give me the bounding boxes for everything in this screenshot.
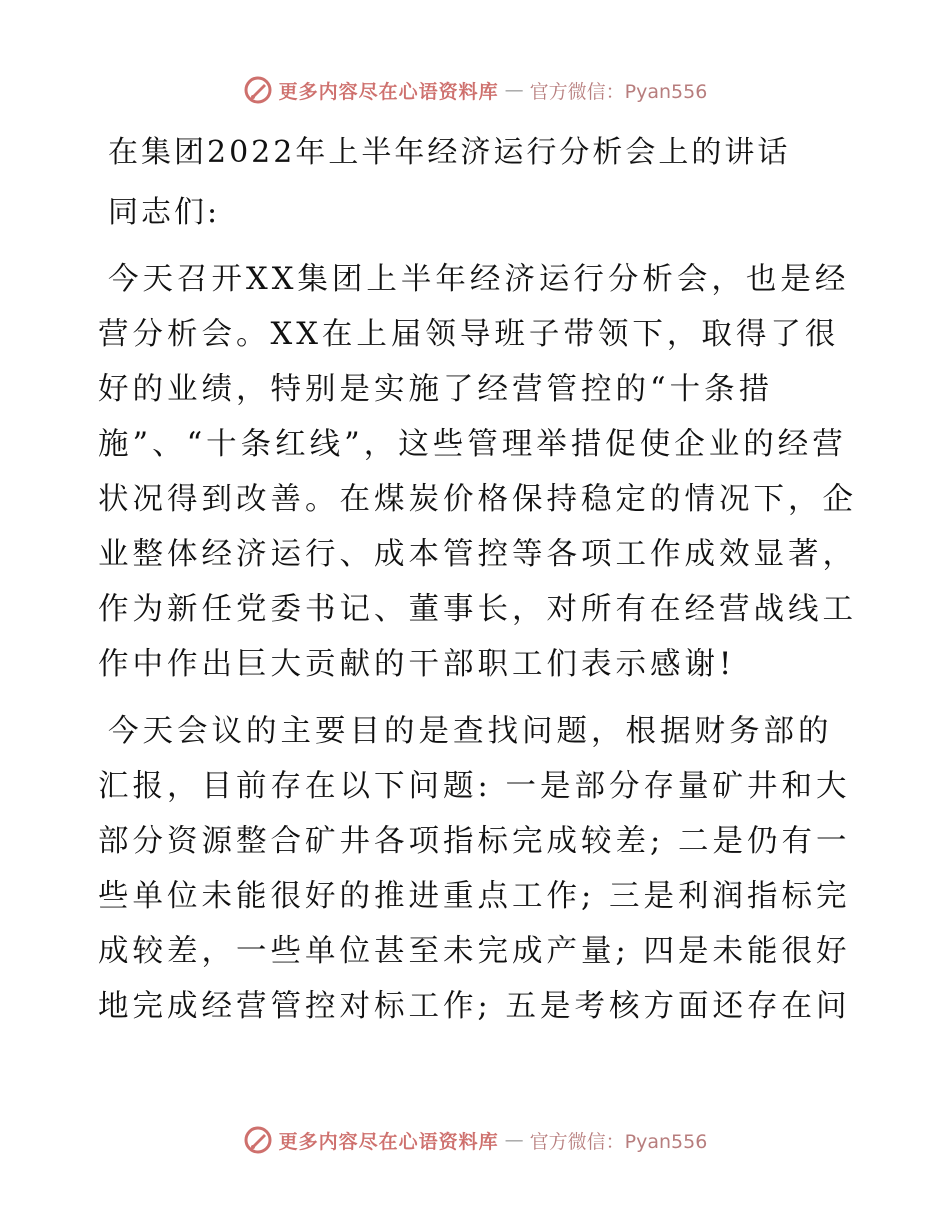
watermark-contact: 官方微信：Pyan556 [529, 80, 708, 103]
header-watermark [0, 70, 950, 110]
document-title: 在集团2022年上半年经济运行分析会上的讲话 [108, 135, 791, 170]
quill-logo-icon [243, 75, 273, 105]
footer-watermark [0, 1120, 950, 1160]
document-body [98, 120, 858, 1034]
watermark-contact: 官方微信：Pyan556 [529, 1130, 708, 1153]
paragraph-1: 今天召开XX集团上半年经济运行分析会，也是经营分析会。XX在上届领导班子带领下，取得了很好的业绩，特别是实施了经营管控的“十条措施”、“十条红线”，这些管理举措促使企业的经营状况得到改善。在煤炭价格保持稳定的情况下，企业整体经济运行、成本管控等各项工作成效显著，作为新任党委书记、董事长，对所有在经营战线工作中作出巨大贡献的干部职工们表示感谢! [98, 262, 857, 682]
salutation: 同志们: [108, 195, 221, 230]
paragraph-2: 今天会议的主要目的是查找问题，根据财务部的汇报，目前存在以下问题: 一是部分存量矿井和大部分资源整合矿井各项指标完成较差; 二是仍有一些单位未能很好的推进重点工作; 三是利润指标完成较差，一些单位甚至未完成产量; 四是未能很好地完成经营管控对标工作; 五是考核方面还存在问 [98, 714, 851, 1024]
quill-logo-icon [243, 1125, 273, 1155]
watermark-text: 更多内容尽在心语资料库 [278, 80, 499, 103]
watermark-separator: — [504, 1129, 524, 1151]
watermark-separator: — [504, 79, 524, 101]
watermark-text: 更多内容尽在心语资料库 [278, 1130, 499, 1153]
